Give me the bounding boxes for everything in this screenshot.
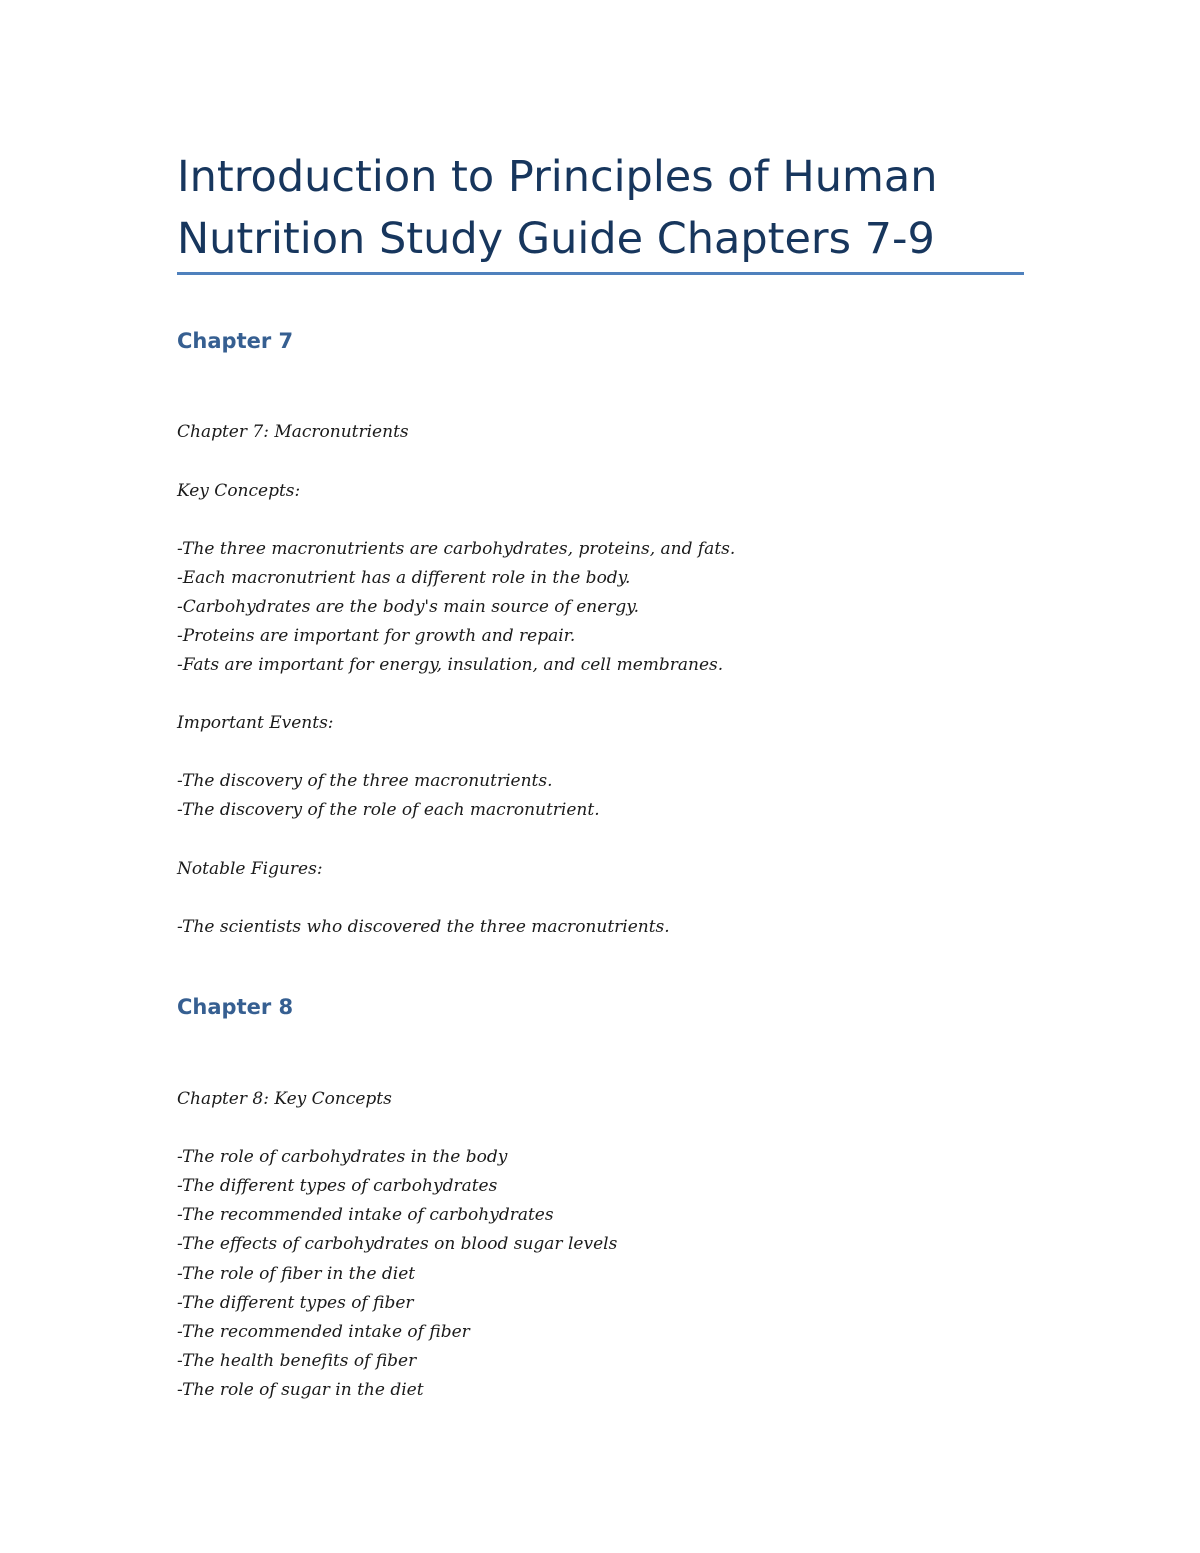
chapter-7-heading: Chapter 7 [177, 329, 294, 353]
list-item: -The discovery of the three macronutrients. [177, 771, 553, 791]
chapter-7-subtitle: Chapter 7: Macronutrients [177, 422, 409, 442]
list-item: -The role of carbohydrates in the body [177, 1147, 508, 1167]
list-item: -The three macronutrients are carbohydrates, proteins, and fats. [177, 539, 736, 559]
list-item: -Each macronutrient has a different role in the body. [177, 568, 631, 588]
list-item: -The different types of fiber [177, 1293, 414, 1313]
list-item: -The role of fiber in the diet [177, 1264, 416, 1284]
chapter-8-subtitle: Chapter 8: Key Concepts [177, 1089, 392, 1109]
list-item: -The recommended intake of fiber [177, 1322, 470, 1342]
list-item: -The effects of carbohydrates on blood sugar levels [177, 1234, 618, 1254]
list-item: -Fats are important for energy, insulation, and cell membranes. [177, 655, 724, 675]
list-item: -Proteins are important for growth and repair. [177, 626, 576, 646]
title-underline [177, 272, 1024, 275]
list-item: -The role of sugar in the diet [177, 1380, 424, 1400]
chapter-7-notable-figures-label: Notable Figures: [177, 859, 323, 879]
list-item: -The health benefits of fiber [177, 1351, 417, 1371]
document-title: Introduction to Principles of Human Nutrition Study Guide Chapters 7-9 [177, 152, 938, 264]
list-item: -Carbohydrates are the body's main source of energy. [177, 597, 640, 617]
chapter-8-heading: Chapter 8 [177, 995, 294, 1019]
chapter-7-key-concepts-label: Key Concepts: [177, 481, 301, 501]
list-item: -The different types of carbohydrates [177, 1176, 498, 1196]
list-item: -The scientists who discovered the three macronutrients. [177, 917, 670, 937]
list-item: -The recommended intake of carbohydrates [177, 1205, 554, 1225]
list-item: -The discovery of the role of each macronutrient. [177, 800, 600, 820]
chapter-7-important-events-label: Important Events: [177, 713, 334, 733]
